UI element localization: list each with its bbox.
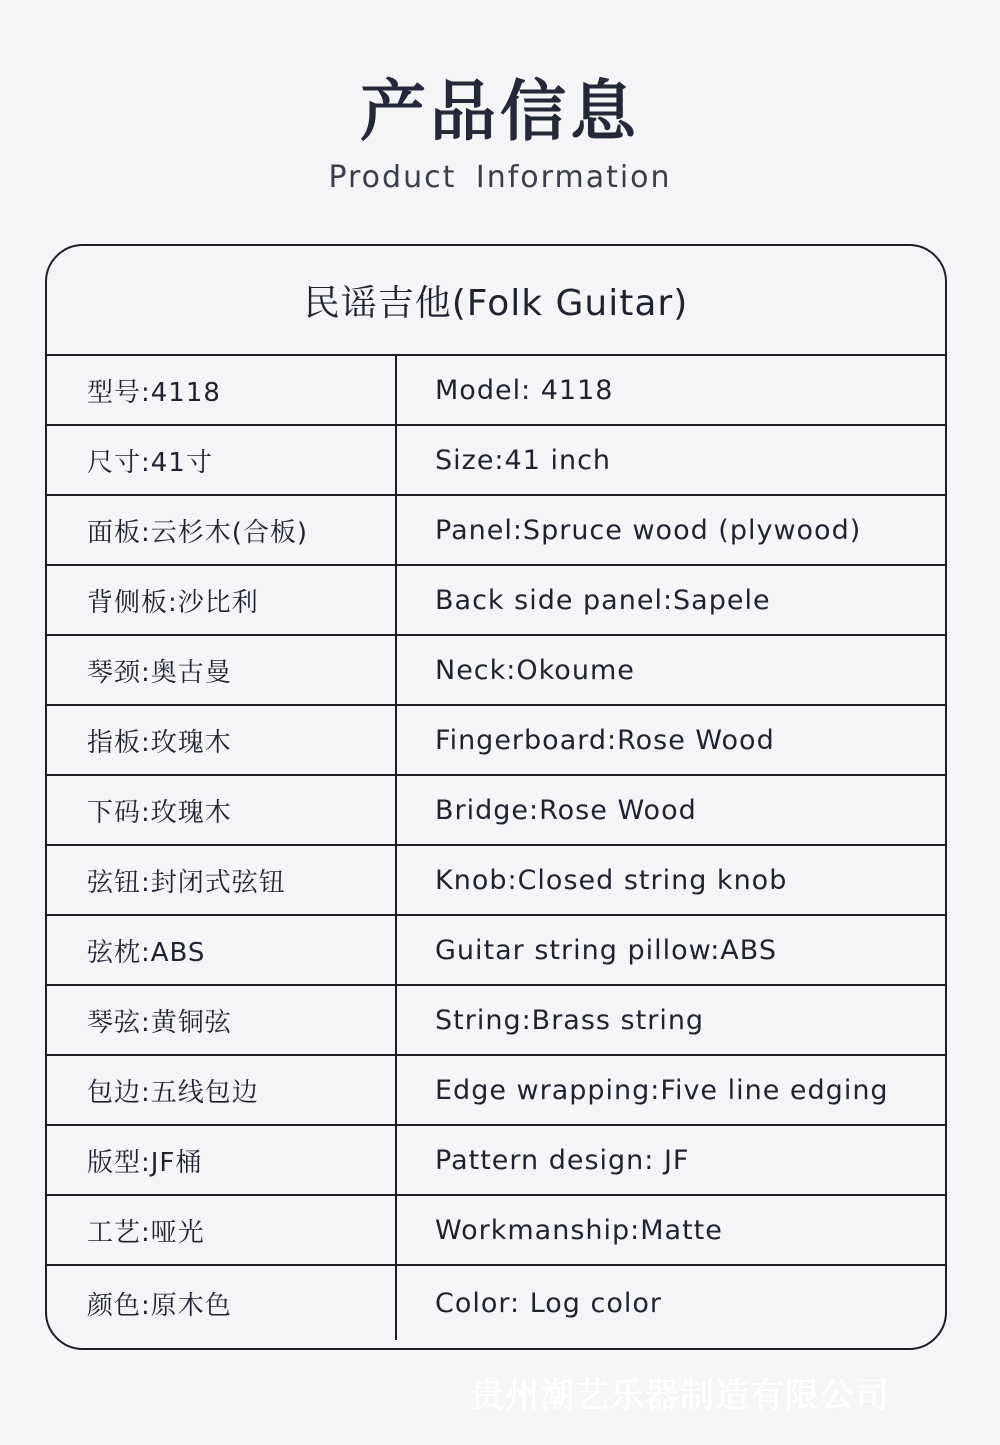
spec-row-size	[47, 426, 945, 496]
spec-row-back-side-panel	[47, 566, 945, 636]
spec-en-cell: Color: Log color	[435, 1287, 662, 1319]
spec-cn-cell: 颜色:原木色	[47, 1266, 397, 1340]
spec-cn-cell: 型号:4118	[47, 356, 397, 424]
spec-row-neck	[47, 636, 945, 706]
spec-row-model	[47, 356, 945, 426]
spec-en-cell: Pattern design: JF	[435, 1144, 690, 1176]
spec-cn-cell: 下码:玫瑰木	[47, 776, 397, 844]
spec-en-cell: Workmanship:Matte	[435, 1214, 723, 1246]
spec-cn-cell: 版型:JF桶	[47, 1126, 397, 1194]
spec-cn-cell: 包边:五线包边	[47, 1056, 397, 1124]
spec-cn-cell: 工艺:哑光	[47, 1196, 397, 1264]
spec-cn-cell: 指板:玫瑰木	[47, 706, 397, 774]
spec-en-cell: Knob:Closed string knob	[435, 864, 788, 896]
company-watermark: 贵州潮艺乐器制造有限公司	[470, 1376, 890, 1416]
spec-cn-cell: 弦钮:封闭式弦钮	[47, 846, 397, 914]
spec-en-cell: Neck:Okoume	[435, 654, 635, 686]
spec-en-cell: Bridge:Rose Wood	[435, 794, 697, 826]
spec-en-cell: Edge wrapping:Five line edging	[435, 1074, 889, 1106]
spec-en-cell: Size:41 inch	[435, 444, 612, 476]
spec-cn-cell: 面板:云杉木(合板)	[47, 496, 397, 564]
spec-cn-cell: 尺寸:41寸	[47, 426, 397, 494]
spec-row-workmanship	[47, 1196, 945, 1266]
card-title: 民谣吉他(Folk Guitar)	[303, 282, 689, 324]
spec-cn-cell: 琴颈:奥古曼	[47, 636, 397, 704]
spec-en-cell: Fingerboard:Rose Wood	[435, 724, 775, 756]
spec-cn-cell: 琴弦:黄铜弦	[47, 986, 397, 1054]
page-subtitle: Product Information	[328, 160, 672, 195]
card-header	[47, 246, 945, 356]
spec-row-panel	[47, 496, 945, 566]
spec-en-cell: Panel:Spruce wood (plywood)	[435, 514, 862, 546]
spec-row-color	[47, 1266, 945, 1340]
spec-card	[45, 244, 947, 1350]
spec-cn-cell: 弦枕:ABS	[47, 916, 397, 984]
spec-row-string-pillow	[47, 916, 945, 986]
page-title: 产品信息	[360, 73, 640, 150]
spec-en-cell: String:Brass string	[435, 1004, 705, 1036]
spec-row-knob	[47, 846, 945, 916]
spec-row-fingerboard	[47, 706, 945, 776]
spec-row-string	[47, 986, 945, 1056]
spec-cn-cell: 背侧板:沙比利	[47, 566, 397, 634]
spec-table	[47, 356, 945, 1340]
spec-en-cell: Model: 4118	[435, 374, 614, 406]
spec-en-cell: Back side panel:Sapele	[435, 584, 771, 616]
spec-row-pattern-design	[47, 1126, 945, 1196]
spec-row-edge-wrapping	[47, 1056, 945, 1126]
spec-row-bridge	[47, 776, 945, 846]
spec-en-cell: Guitar string pillow:ABS	[435, 934, 777, 966]
